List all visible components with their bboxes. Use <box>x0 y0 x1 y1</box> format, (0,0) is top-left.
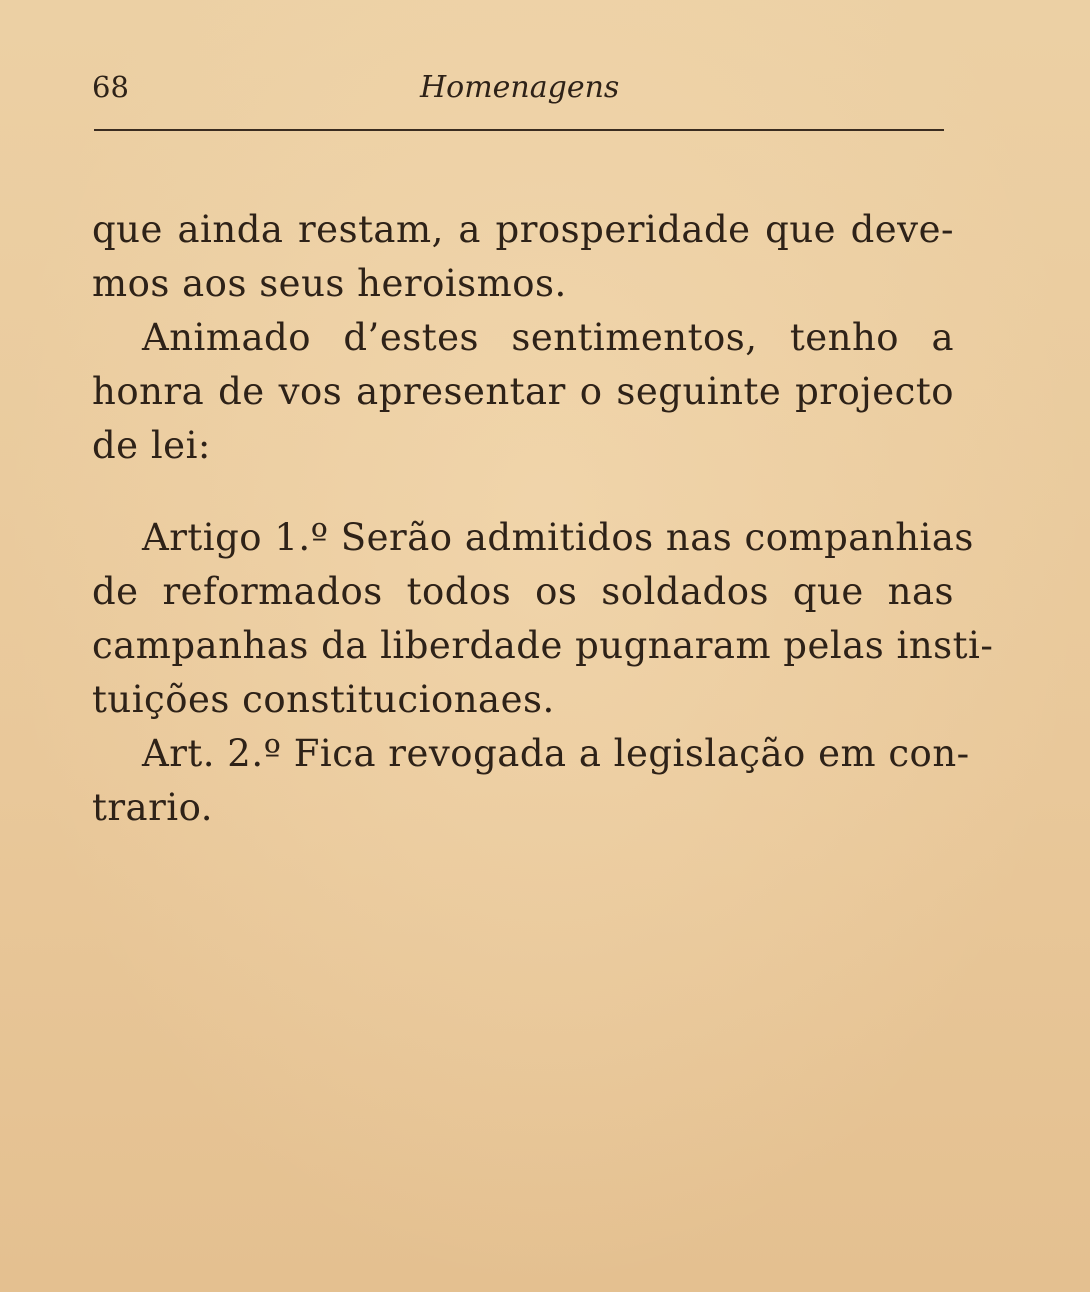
text-line: honra de vos apresentar o seguinte projecto <box>92 370 954 413</box>
text-line: que ainda restam, a prosperidade que deve- <box>92 208 954 251</box>
text-line: de lei: <box>92 424 211 467</box>
text-line: Animado d’estes sentimentos, tenho a <box>142 316 954 359</box>
page-number: 68 <box>92 70 129 104</box>
text-line: trario. <box>92 786 214 829</box>
page-header <box>92 68 944 112</box>
text-line: de reformados todos os soldados que nas <box>92 570 954 613</box>
body-text <box>92 203 994 835</box>
paragraph-gap <box>92 473 954 511</box>
text-line: Art. 2.º Fica revogada a legislação em con- <box>142 732 970 775</box>
text-line: mos aos seus heroismos. <box>92 262 567 305</box>
text-line: Artigo 1.º Serão admitidos nas companhias <box>142 516 974 559</box>
header-rule <box>94 129 944 131</box>
running-title: Homenagens <box>420 70 620 105</box>
text-line: tuições constitucionaes. <box>92 678 555 721</box>
text-line: campanhas da liberdade pugnaram pelas insti- <box>92 624 994 667</box>
